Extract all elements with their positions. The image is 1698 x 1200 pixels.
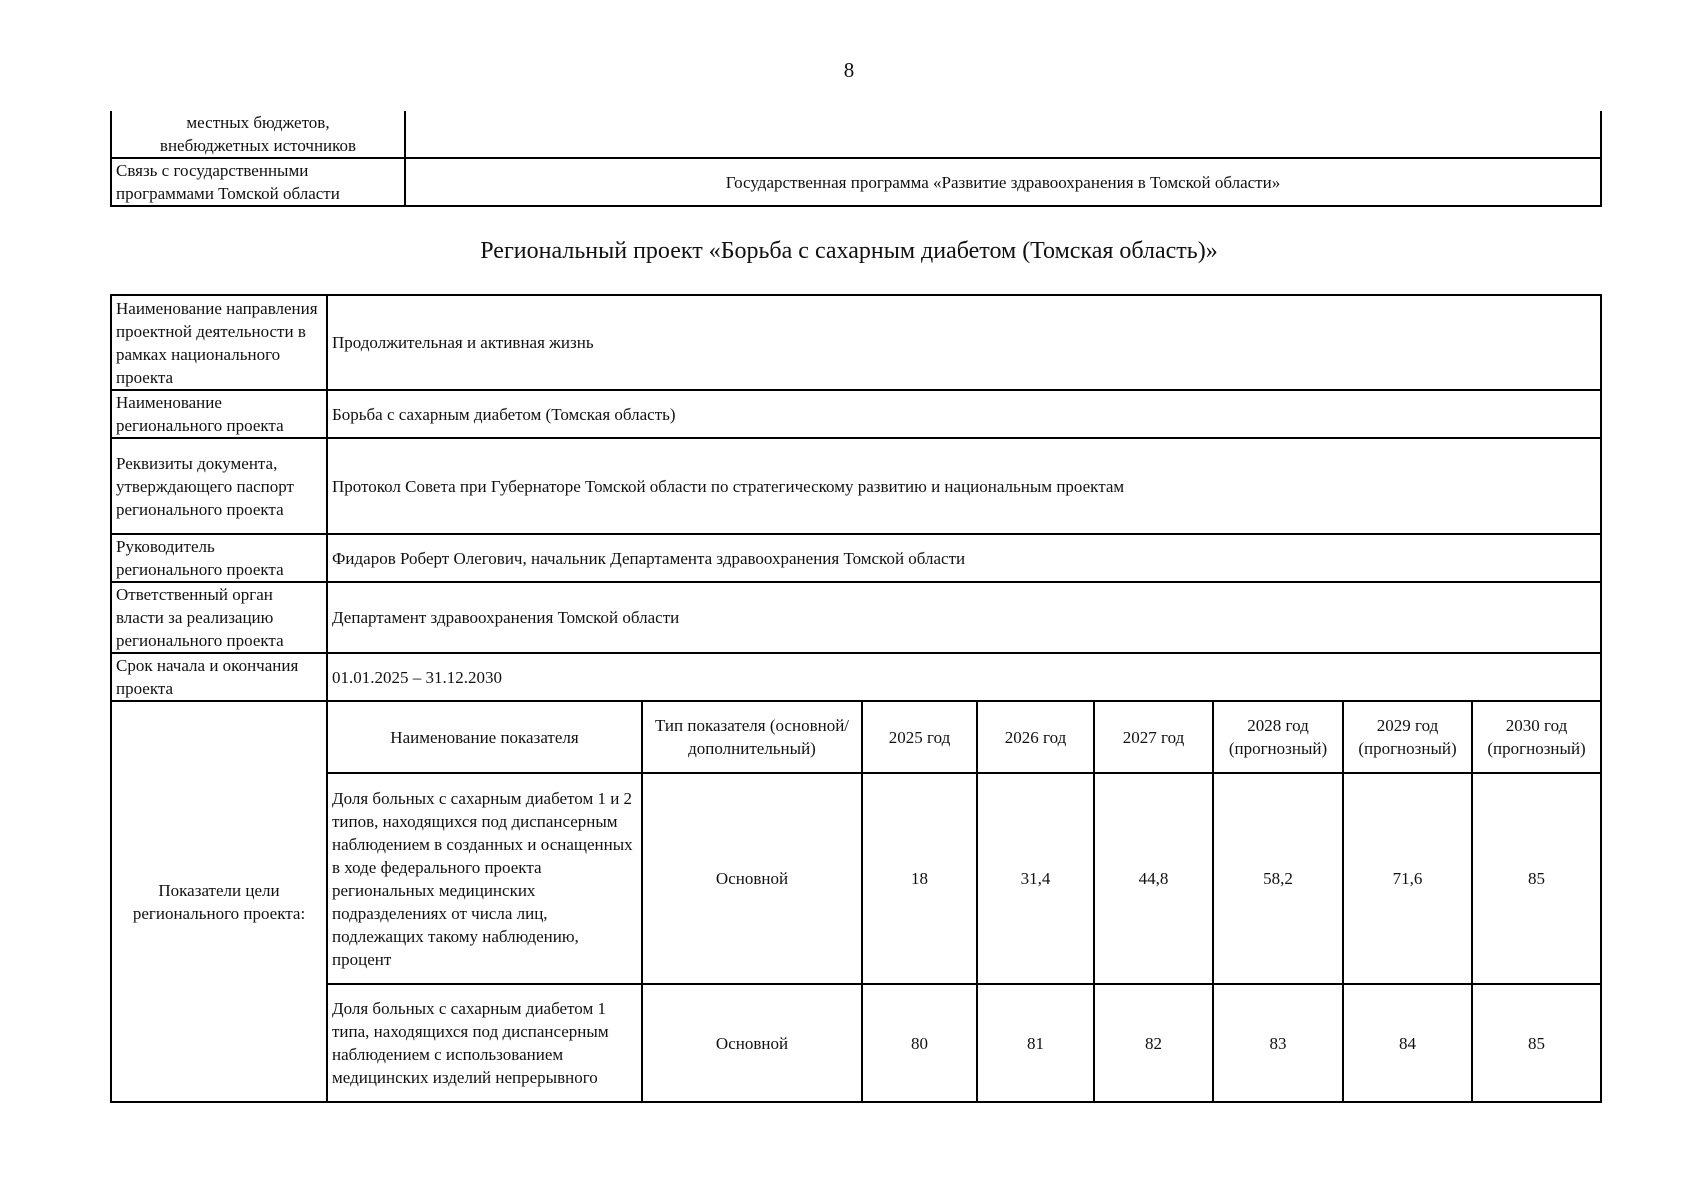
value-2025: 80 (862, 984, 977, 1102)
row-value: Департамент здравоохранения Томской области (327, 582, 1601, 653)
value-2025: 18 (862, 773, 977, 984)
table-row (111, 582, 1601, 653)
value-2026: 81 (977, 984, 1094, 1102)
row-label: Связь с государственными программами Томской области (111, 158, 405, 206)
table-row (111, 653, 1601, 701)
top-table-row (111, 158, 1601, 206)
row-label: местных бюджетов, внебюджетных источников (111, 111, 405, 158)
value-2029: 84 (1343, 984, 1472, 1102)
table-row (111, 534, 1601, 582)
row-label: Ответственный орган власти за реализацию регионального проекта (111, 582, 327, 653)
indicators-label: Показатели цели регионального проекта: (111, 701, 327, 1102)
indicator-type: Основной (642, 773, 862, 984)
header-year-2026: 2026 год (977, 701, 1094, 773)
row-label: Наименование регионального проекта (111, 390, 327, 438)
indicator-type: Основной (642, 984, 862, 1102)
row-value (405, 111, 1601, 158)
top-table-row (111, 111, 1601, 158)
header-year-2027: 2027 год (1094, 701, 1213, 773)
row-label: Наименование направления проектной деятельности в рамках национального проекта (111, 295, 327, 390)
row-value: Продолжительная и активная жизнь (327, 295, 1601, 390)
row-value: Протокол Совета при Губернаторе Томской области по стратегическому развитию и национальным проектам (327, 438, 1601, 534)
header-year-2025: 2025 год (862, 701, 977, 773)
header-indicator-type: Тип показателя (основной/ дополнительный) (642, 701, 862, 773)
row-value: 01.01.2025 – 31.12.2030 (327, 653, 1601, 701)
indicator-name: Доля больных с сахарным диабетом 1 и 2 типов, находящихся под диспансерным наблюдением в созданных и оснащенных в ходе федерального проекта региональных медицинских подразделениях от числа лиц, подлежащих такому наблюдению, процент (327, 773, 642, 984)
row-value: Государственная программа «Развитие здравоохранения в Томской области» (405, 158, 1601, 206)
header-year-2029: 2029 год (прогнозный) (1343, 701, 1472, 773)
value-2029: 71,6 (1343, 773, 1472, 984)
top-table (110, 111, 1602, 207)
value-2027: 44,8 (1094, 773, 1213, 984)
row-label: Срок начала и окончания проекта (111, 653, 327, 701)
table-row (111, 295, 1601, 390)
value-2028: 58,2 (1213, 773, 1343, 984)
value-2028: 83 (1213, 984, 1343, 1102)
row-label: Реквизиты документа, утверждающего паспорт регионального проекта (111, 438, 327, 534)
row-value: Фидаров Роберт Олегович, начальник Департамента здравоохранения Томской области (327, 534, 1601, 582)
indicator-name: Доля больных с сахарным диабетом 1 типа, находящихся под диспансерным наблюдением с использованием медицинских изделий непрерывного (327, 984, 642, 1102)
value-2030: 85 (1472, 773, 1601, 984)
value-2026: 31,4 (977, 773, 1094, 984)
project-passport-table (110, 294, 1602, 1103)
value-2027: 82 (1094, 984, 1213, 1102)
section-title: Региональный проект «Борьба с сахарным диабетом (Томская область)» (480, 238, 1218, 264)
row-label: Руководитель регионального проекта (111, 534, 327, 582)
table-row (111, 438, 1601, 534)
table-row (111, 390, 1601, 438)
indicators-header-row (111, 701, 1601, 773)
header-year-2028: 2028 год (прогнозный) (1213, 701, 1343, 773)
header-indicator-name: Наименование показателя (327, 701, 642, 773)
row-value: Борьба с сахарным диабетом (Томская область) (327, 390, 1601, 438)
page-number: 8 (843, 58, 855, 82)
indicator-row (111, 984, 1601, 1102)
indicator-row (111, 773, 1601, 984)
value-2030: 85 (1472, 984, 1601, 1102)
header-year-2030: 2030 год (прогнозный) (1472, 701, 1601, 773)
